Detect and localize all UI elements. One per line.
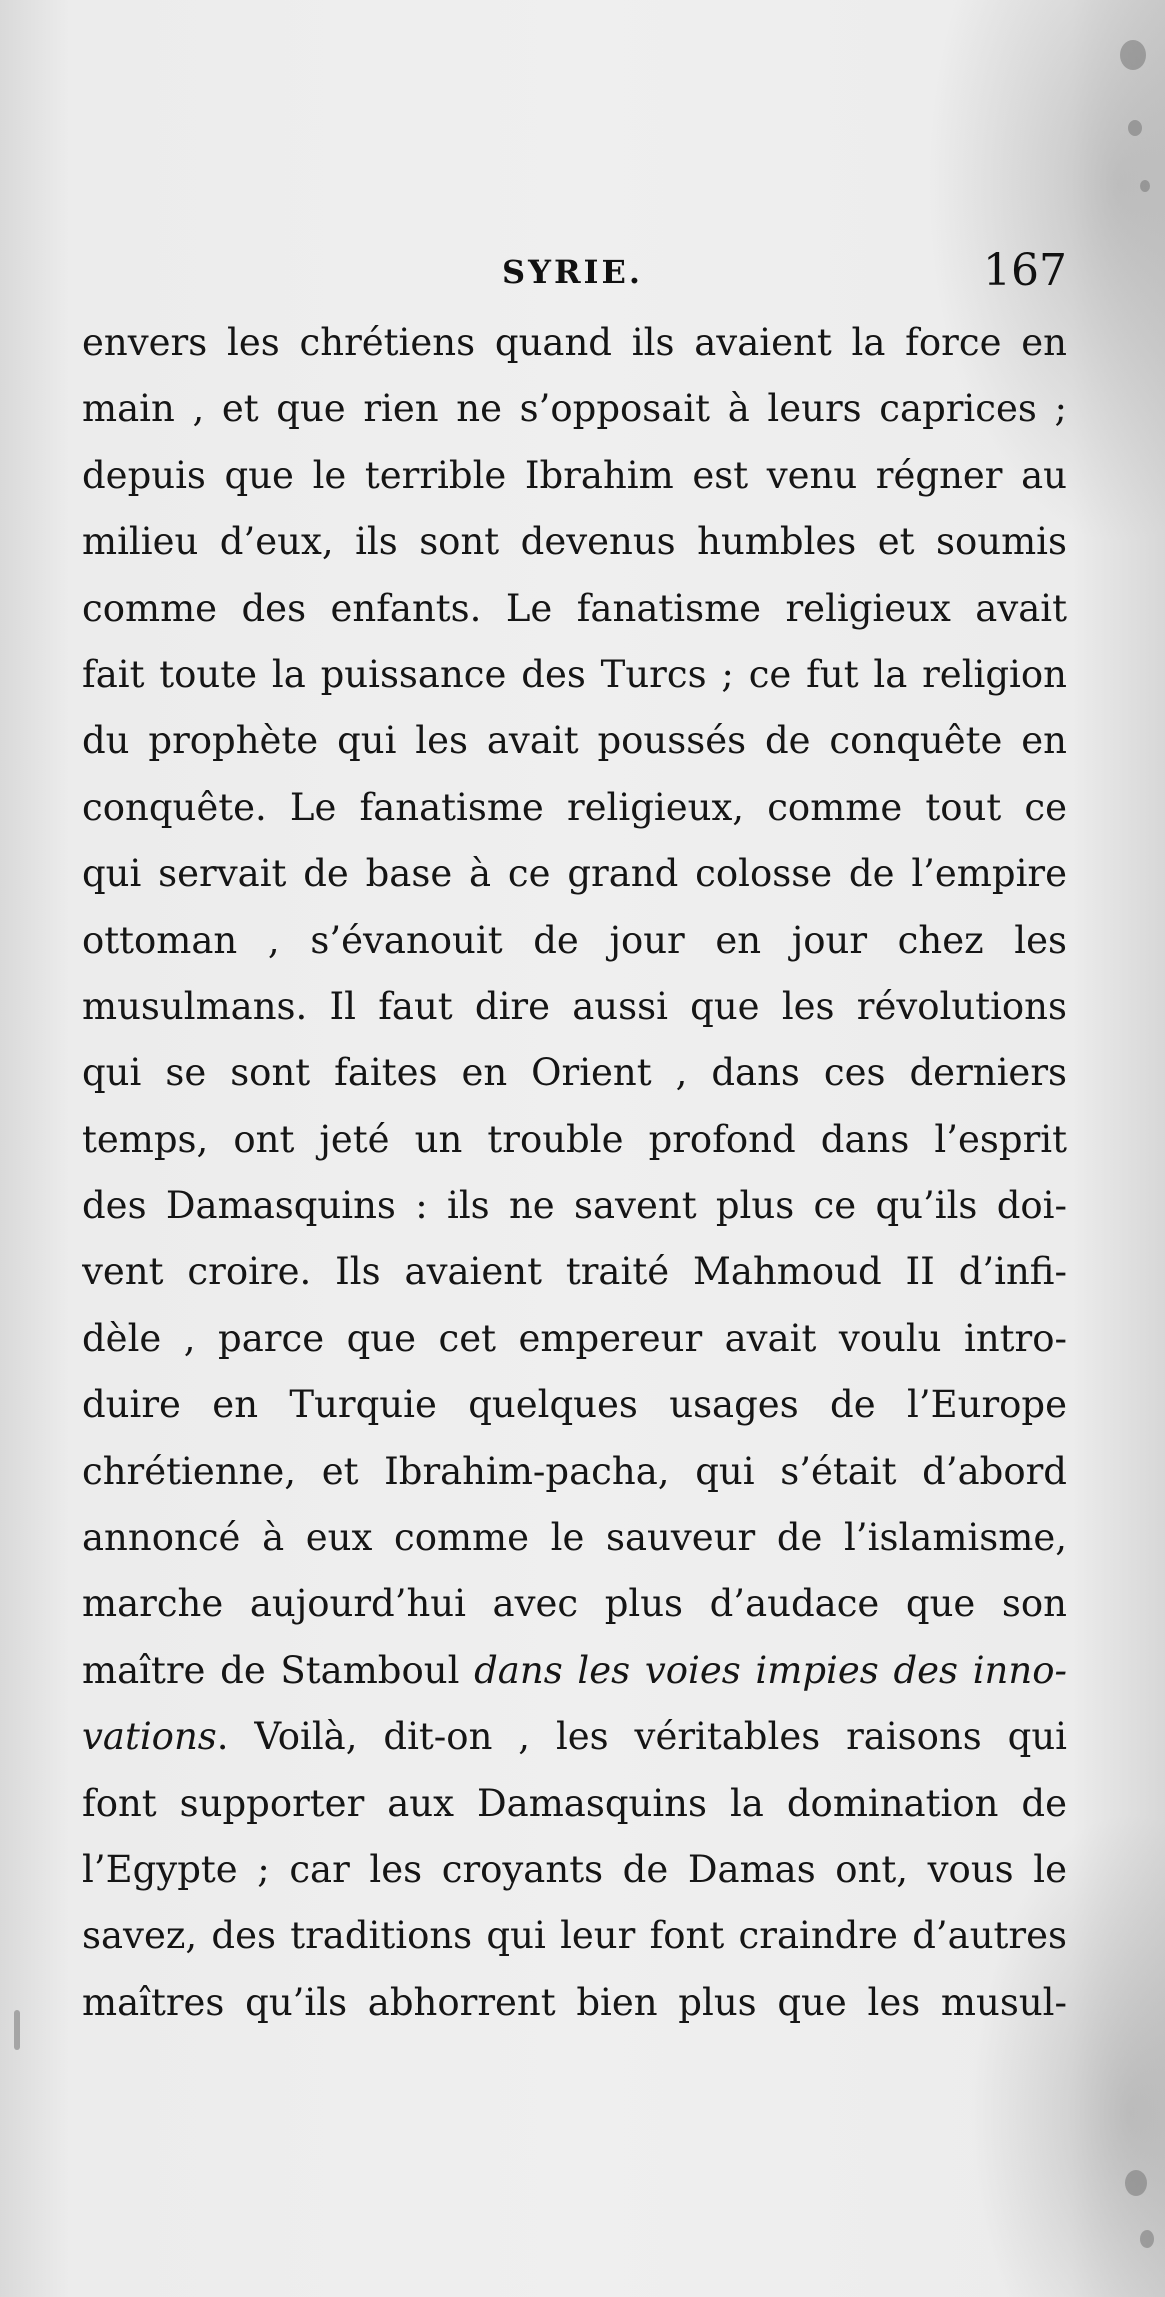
text-line [82, 775, 1067, 841]
text-line [82, 576, 1067, 642]
body-text [82, 310, 1067, 2036]
paper-speck [1140, 2230, 1154, 2248]
text-segment: temps, ont jeté un trouble profond dans l’esprit [82, 1117, 1067, 1161]
text-segment: conquête. Le fanatisme religieux, comme tout ce [82, 785, 1067, 829]
paper-speck [1128, 120, 1142, 136]
running-head [82, 245, 1067, 305]
text-line [82, 1372, 1067, 1438]
text-line [82, 310, 1067, 376]
text-segment: du prophète qui les avait poussés de conquête en [82, 719, 1067, 763]
text-segment: comme des enfants. Le fanatisme religieux avait [82, 586, 1067, 630]
text-line [82, 1903, 1067, 1969]
text-segment: fait toute la puissance des Turcs ; ce fut la religion [82, 652, 1067, 696]
page-number: 167 [983, 245, 1067, 296]
text-segment: vent croire. Ils avaient traité Mahmoud II d’infi- [82, 1250, 1067, 1294]
text-segment: dèle , parce que cet empereur avait voulu intro- [82, 1316, 1067, 1360]
paper-speck [1120, 40, 1146, 70]
text-segment: depuis que le terrible Ibrahim est venu régner au [82, 453, 1067, 497]
text-segment: maîtres qu’ils abhorrent bien plus que les musul- [82, 1980, 1067, 2024]
text-segment: duire en Turquie quelques usages de l’Europe [82, 1383, 1067, 1427]
text-segment: envers les chrétiens quand ils avaient la force en [82, 321, 1067, 364]
text-segment: font supporter aux Damasquins la domination de [82, 1781, 1067, 1825]
text-line [82, 1837, 1067, 1903]
italic-text: vations [82, 1715, 217, 1759]
text-segment: ottoman , s’évanouit de jour en jour chez les [82, 918, 1067, 962]
text-line [82, 1439, 1067, 1505]
text-segment: qui servait de base à ce grand colosse de l’empire [82, 852, 1067, 896]
paper-speck [1140, 180, 1150, 192]
text-line [82, 708, 1067, 774]
text-line [82, 1638, 1067, 1704]
text-line [82, 376, 1067, 442]
paper-speck [1125, 2170, 1147, 2196]
text-line [82, 443, 1067, 509]
text-line [82, 974, 1067, 1040]
text-segment: musulmans. Il faut dire aussi que les révolutions [82, 984, 1067, 1028]
text-segment: des Damasquins : ils ne savent plus ce qu’ils doi- [82, 1184, 1067, 1228]
text-segment: maître de Stamboul [82, 1648, 475, 1692]
text-line [82, 642, 1067, 708]
text-line [82, 1107, 1067, 1173]
text-line [82, 1239, 1067, 1305]
text-segment: . Voilà, dit-on , les véritables raisons qui [216, 1715, 1067, 1759]
text-segment: milieu d’eux, ils sont devenus humbles et soumis [82, 520, 1067, 564]
text-line [82, 1771, 1067, 1837]
text-segment: l’Egypte ; car les croyants de Damas ont, vous le [82, 1847, 1067, 1891]
text-line [82, 1306, 1067, 1372]
text-line [82, 1970, 1067, 2036]
italic-text: dans les voies impies des inno- [474, 1648, 1067, 1692]
text-line [82, 1571, 1067, 1637]
text-line [82, 1704, 1067, 1770]
text-segment: savez, des traditions qui leur font craindre d’autres [82, 1914, 1067, 1958]
text-segment: qui se sont faites en Orient , dans ces derniers [82, 1051, 1067, 1095]
text-line [82, 509, 1067, 575]
text-segment: marche aujourd’hui avec plus d’audace que son [82, 1582, 1067, 1626]
text-segment: annoncé à eux comme le sauveur de l’islamisme, [82, 1516, 1067, 1560]
text-line [82, 1040, 1067, 1106]
text-line [82, 841, 1067, 907]
text-line [82, 1505, 1067, 1571]
running-title: SYRIE. [502, 253, 644, 291]
paper-speck [14, 2010, 20, 2050]
text-line [82, 908, 1067, 974]
text-segment: chrétienne, et Ibrahim-pacha, qui s’était d’abord [82, 1449, 1067, 1493]
text-line [82, 1173, 1067, 1239]
text-segment: main , et que rien ne s’opposait à leurs caprices ; [82, 387, 1067, 431]
